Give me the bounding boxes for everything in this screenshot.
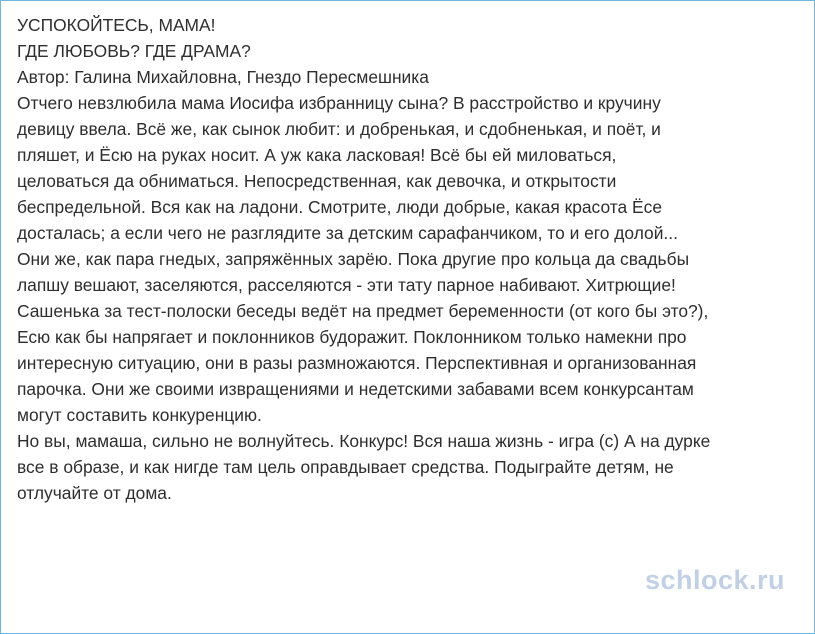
author-line: Автор: Галина Михайловна, Гнездо Пересмешника bbox=[17, 67, 429, 87]
title-line-2: ГДЕ ЛЮБОВЬ? ГДЕ ДРАМА? bbox=[17, 41, 251, 61]
article bbox=[17, 12, 807, 506]
text-line: досталась; а если чего не разглядите за детским сарафанчиком, то и его долой... bbox=[17, 223, 678, 243]
text-line: девицу ввела. Всё же, как сынок любит: и добренькая, и сдобненькая, и поёт, и bbox=[17, 119, 661, 139]
text-line: Сашенька за тест-полоски беседы ведёт на предмет беременности (от кого бы это?), bbox=[17, 301, 709, 321]
text-line: все в образе, и как нигде там цель оправдывает средства. Подыграйте детям, не bbox=[17, 457, 674, 477]
text-line: пляшет, и Ёсю на руках носит. А уж кака ласковая! Всё бы ей миловаться, bbox=[17, 145, 617, 165]
paragraph-2 bbox=[17, 246, 807, 428]
text-line: Есю как бы напрягает и поклонников будоражит. Поклонником только намекни про bbox=[17, 327, 687, 347]
text-line: интересную ситуацию, они в разы размножаются. Перспективная и организованная bbox=[17, 353, 697, 373]
text-line: беспредельной. Вся как на ладони. Смотрите, люди добрые, какая красота Ёсе bbox=[17, 197, 662, 217]
text-line: парочка. Они же своими извращениями и недетскими забавами всем конкурсантам bbox=[17, 379, 694, 399]
site-watermark: schlock.ru bbox=[644, 565, 785, 595]
paragraph-3 bbox=[17, 428, 807, 506]
text-line: могут составить конкуренцию. bbox=[17, 405, 262, 425]
text-line: целоваться да обниматься. Непосредственная, как девочка, и открытости bbox=[17, 171, 617, 191]
text-line: лапшу вешают, заселяются, расселяются - эти тату парное набивают. Хитрющие! bbox=[17, 275, 676, 295]
title-line-1: УСПОКОЙТЕСЬ, МАМА! bbox=[17, 15, 216, 35]
text-line: Они же, как пара гнедых, запряжённых зарёю. Пока другие про кольца да свадьбы bbox=[17, 249, 690, 269]
text-line: отлучайте от дома. bbox=[17, 483, 172, 503]
text-line: Отчего невзлюбила мама Иосифа избранницу сына? В расстройство и кручину bbox=[17, 93, 661, 113]
article-header bbox=[17, 12, 807, 90]
text-line: Но вы, мамаша, сильно не волнуйтесь. Конкурс! Вся наша жизнь - игра (с) А на дурке bbox=[17, 431, 711, 451]
paragraph-1 bbox=[17, 90, 807, 246]
